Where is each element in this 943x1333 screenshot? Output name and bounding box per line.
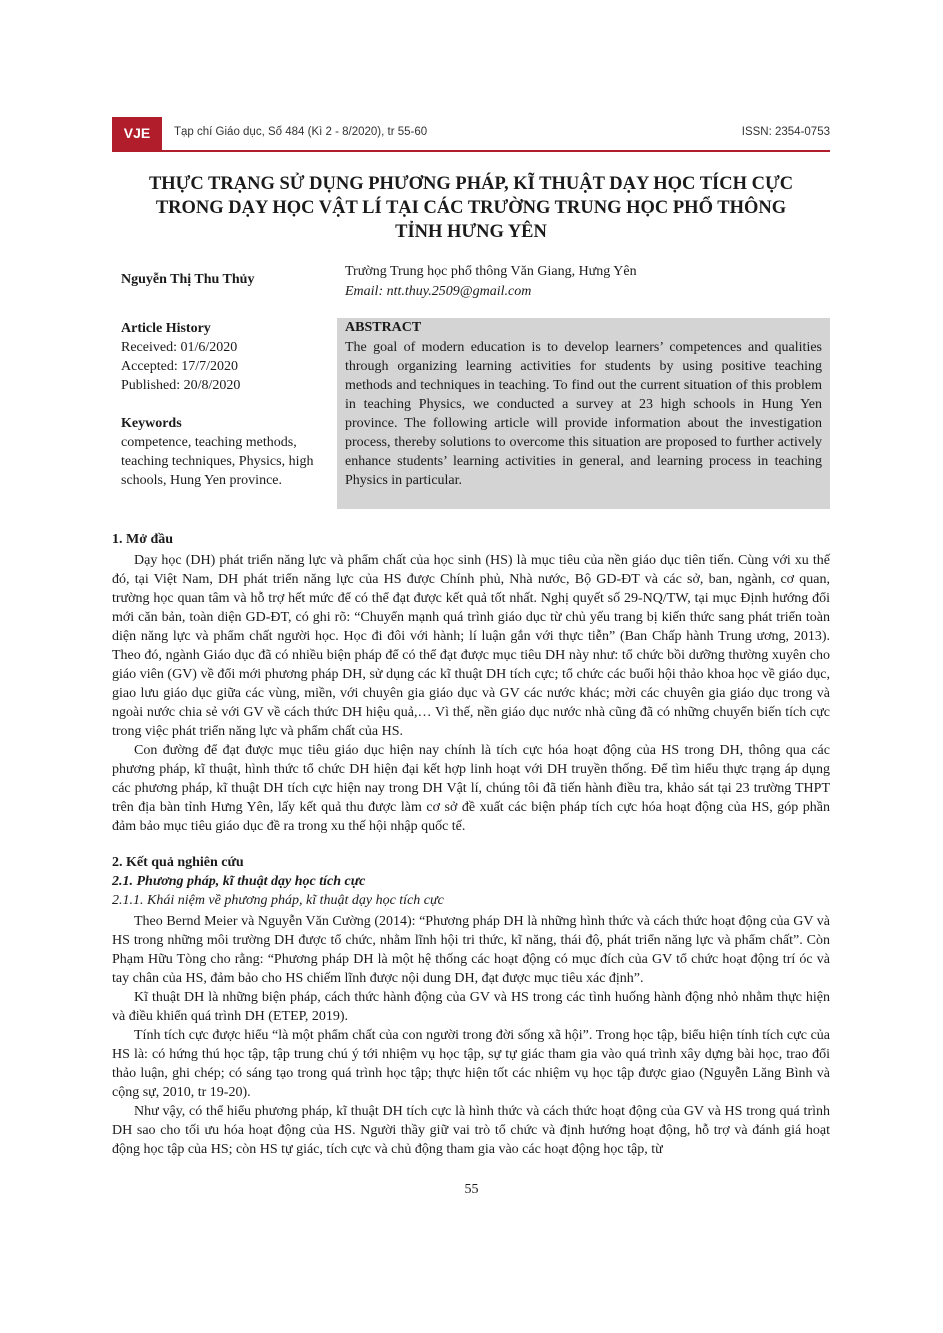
title-line: TRONG DẠY HỌC VẬT LÍ TẠI CÁC TRƯỜNG TRUNG HỌC PHỔ THÔNG	[155, 198, 787, 218]
paragraph: Con đường để đạt được mục tiêu giáo dục hiện nay chính là tích cực hóa hoạt động của HS trong DH, thông qua các phương pháp, kĩ thuật, hình thức tổ chức DH hiện đại kết hợp linh hoạt với DH truyền thống. Để tìm hiểu thực trạng áp dụng các phương pháp, kĩ thuật DH tích cực hiện nay trong DH Vật lí, chúng tôi đã tiến hành điều tra, khảo sát tại 23 trường THPT trên địa bàn tỉnh Hưng Yên, lấy kết quả thu được làm cơ sở đề xuất các biện pháp tích cực hóa hoạt động của HS, góp phần đảm bảo mục tiêu giáo dục đề ra trong xu thế hội nhập quốc tế.	[112, 743, 830, 834]
abstract-heading: ABSTRACT	[345, 320, 422, 335]
published-date: Published: 20/8/2020	[121, 378, 241, 393]
page-number: 55	[464, 1182, 479, 1197]
subsubsection-heading: 2.1.1. Khái niệm về phương pháp, kĩ thuật dạy học tích cực	[112, 893, 444, 908]
paragraph: Dạy học (DH) phát triển năng lực và phẩm chất của học sinh (HS) là mục tiêu của nền giáo dục tiên tiến. Cùng với xu thế đó, tại Việt Nam, DH phát triển năng lực của HS được Chính phủ, Nhà nước, Bộ GD-ĐT và các sở, ban, ngành, cơ quan, trường học quan tâm và hỗ trợ hết mức để có thể đạt được kết quả tốt nhất. Nghị quyết số 29-NQ/TW, tại mục Định hướng đổi mới căn bản, toàn diện GD-ĐT, có ghi rõ: “Chuyển mạnh quá trình giáo dục từ chủ yếu trang bị kiến thức sang phát triển toàn diện năng lực và phẩm chất người học. Học đi đôi với hành; lí luận gắn với thực tiễn” (Ban Chấp hành Trung ương, 2013). Theo đó, ngành Giáo dục đã có nhiều biện pháp để có thể đạt được mục tiêu DH này như: tổ chức bồi dưỡng thường xuyên cho giáo viên (GV) về đổi mới phương pháp DH, sử dụng các kĩ thuật DH tích cực; tổ chức các buổi hội thảo khoa học về giáo dục, giao lưu giáo dục giữa các vùng, miền, với chuyên gia giáo dục và GV các nước khác; mời các chuyên gia giáo dục trong và ngoài nước chia sẻ với GV về cách thức DH hiệu quả,… Vì thế, nền giáo dục nước nhà cũng đã có những chuyển biến tích cực trong việc phát triển năng lực và phẩm chất của HS.	[112, 553, 830, 739]
abstract-box	[337, 318, 830, 509]
journal-logo: VJE	[112, 117, 162, 150]
keywords-text: competence, teaching methods, teaching techniques, Physics, high schools, Hung Yen province.	[121, 435, 314, 488]
paragraph: Kĩ thuật DH là những biện pháp, cách thức hành động của GV và HS trong các tình huống hành động nhỏ nhằm thực hiện và điều khiển quá trình DH (ETEP, 2019).	[112, 990, 830, 1024]
title-line: THỰC TRẠNG SỬ DỤNG PHƯƠNG PHÁP, KĨ THUẬT DẠY HỌC TÍCH CỰC	[148, 174, 794, 194]
article-title	[112, 172, 830, 244]
accepted-date: Accepted: 17/7/2020	[121, 359, 239, 374]
history-heading: Article History	[121, 321, 211, 336]
journal-citation: Tạp chí Giáo dục, Số 484 (Kì 2 - 8/2020), tr 55-60	[174, 126, 428, 138]
received-date: Received: 01/6/2020	[121, 340, 238, 355]
title-line: TỈNH HƯNG YÊN	[395, 222, 547, 242]
affiliation: Trường Trung học phổ thông Văn Giang, Hưng Yên	[345, 264, 637, 279]
issn: ISSN: 2354-0753	[741, 126, 830, 138]
article-history	[121, 319, 321, 395]
paragraph: Tính tích cực được hiểu “là một phẩm chất của con người trong đời sống xã hội”. Trong học tập, biểu hiện tính tích cực của HS là: có hứng thú học tập, tập trung chú ý tới nhiệm vụ học tập, sự tự giác tham gia vào quá trình xây dựng bài học, trao đổi thảo luận, ghi chép; có sáng tạo trong quá trình học tập; thực hiện tốt các nhiệm vụ học tập được giao (Nguyễn Lăng Bình và cộng sự, 2010, tr 19-20).	[112, 1028, 830, 1100]
keywords-heading: Keywords	[121, 416, 182, 431]
intro-body	[112, 551, 830, 836]
keywords-block	[121, 414, 321, 490]
page-header	[112, 117, 830, 152]
author-affiliation-block	[345, 262, 637, 302]
section-heading-intro: 1. Mở đầu	[112, 532, 174, 547]
results-body	[112, 912, 830, 1159]
author-name: Nguyễn Thị Thu Thủy	[121, 272, 255, 287]
abstract-text: The goal of modern education is to develop learners’ competences and qualities through organizing learning activities for students by using positive teaching methods and techniques in teaching. To find out the current situation of this problem in teaching Physics, we conducted a survey at 23 high schools in Hung Yen province. The following article will provide information about the investigation process, thereby solutions to overcome this situation are proposed to further actively enhance students’ learning activities in general, and learning process in teaching Physics in particular.	[345, 340, 822, 488]
section-heading-results: 2. Kết quả nghiên cứu	[112, 855, 244, 870]
subsection-heading: 2.1. Phương pháp, kĩ thuật dạy học tích cực	[112, 874, 366, 889]
paragraph: Như vậy, có thể hiểu phương pháp, kĩ thuật DH tích cực là hình thức và cách thức hoạt động của GV và HS trong quá trình DH sao cho tối ưu hóa hoạt động của HS. Người thầy giữ vai trò tổ chức và định hướng hoạt động, hỗ trợ và đánh giá hoạt động học tập của HS; còn HS tự giác, tích cực và chủ động tham gia vào các hoạt động học tập, từ	[112, 1104, 830, 1157]
paragraph: Theo Bernd Meier và Nguyễn Văn Cường (2014): “Phương pháp DH là những hình thức và cách thức hoạt động của GV và HS trong những môi trường DH được tổ chức, nhằm lĩnh hội tri thức, kĩ năng, thái độ, phát triển năng lực và phẩm chất”. Còn Phạm Hữu Tòng cho rằng: “Phương pháp DH là một hệ thống các hoạt động có mục đích của GV tổ chức hoạt động trí óc và tay chân của HS, đảm bảo cho HS chiếm lĩnh được nội dung DH, đạt được mục tiêu xác định”.	[112, 914, 830, 986]
author-email[interactable]: Email: ntt.thuy.2509@gmail.com	[345, 284, 532, 299]
